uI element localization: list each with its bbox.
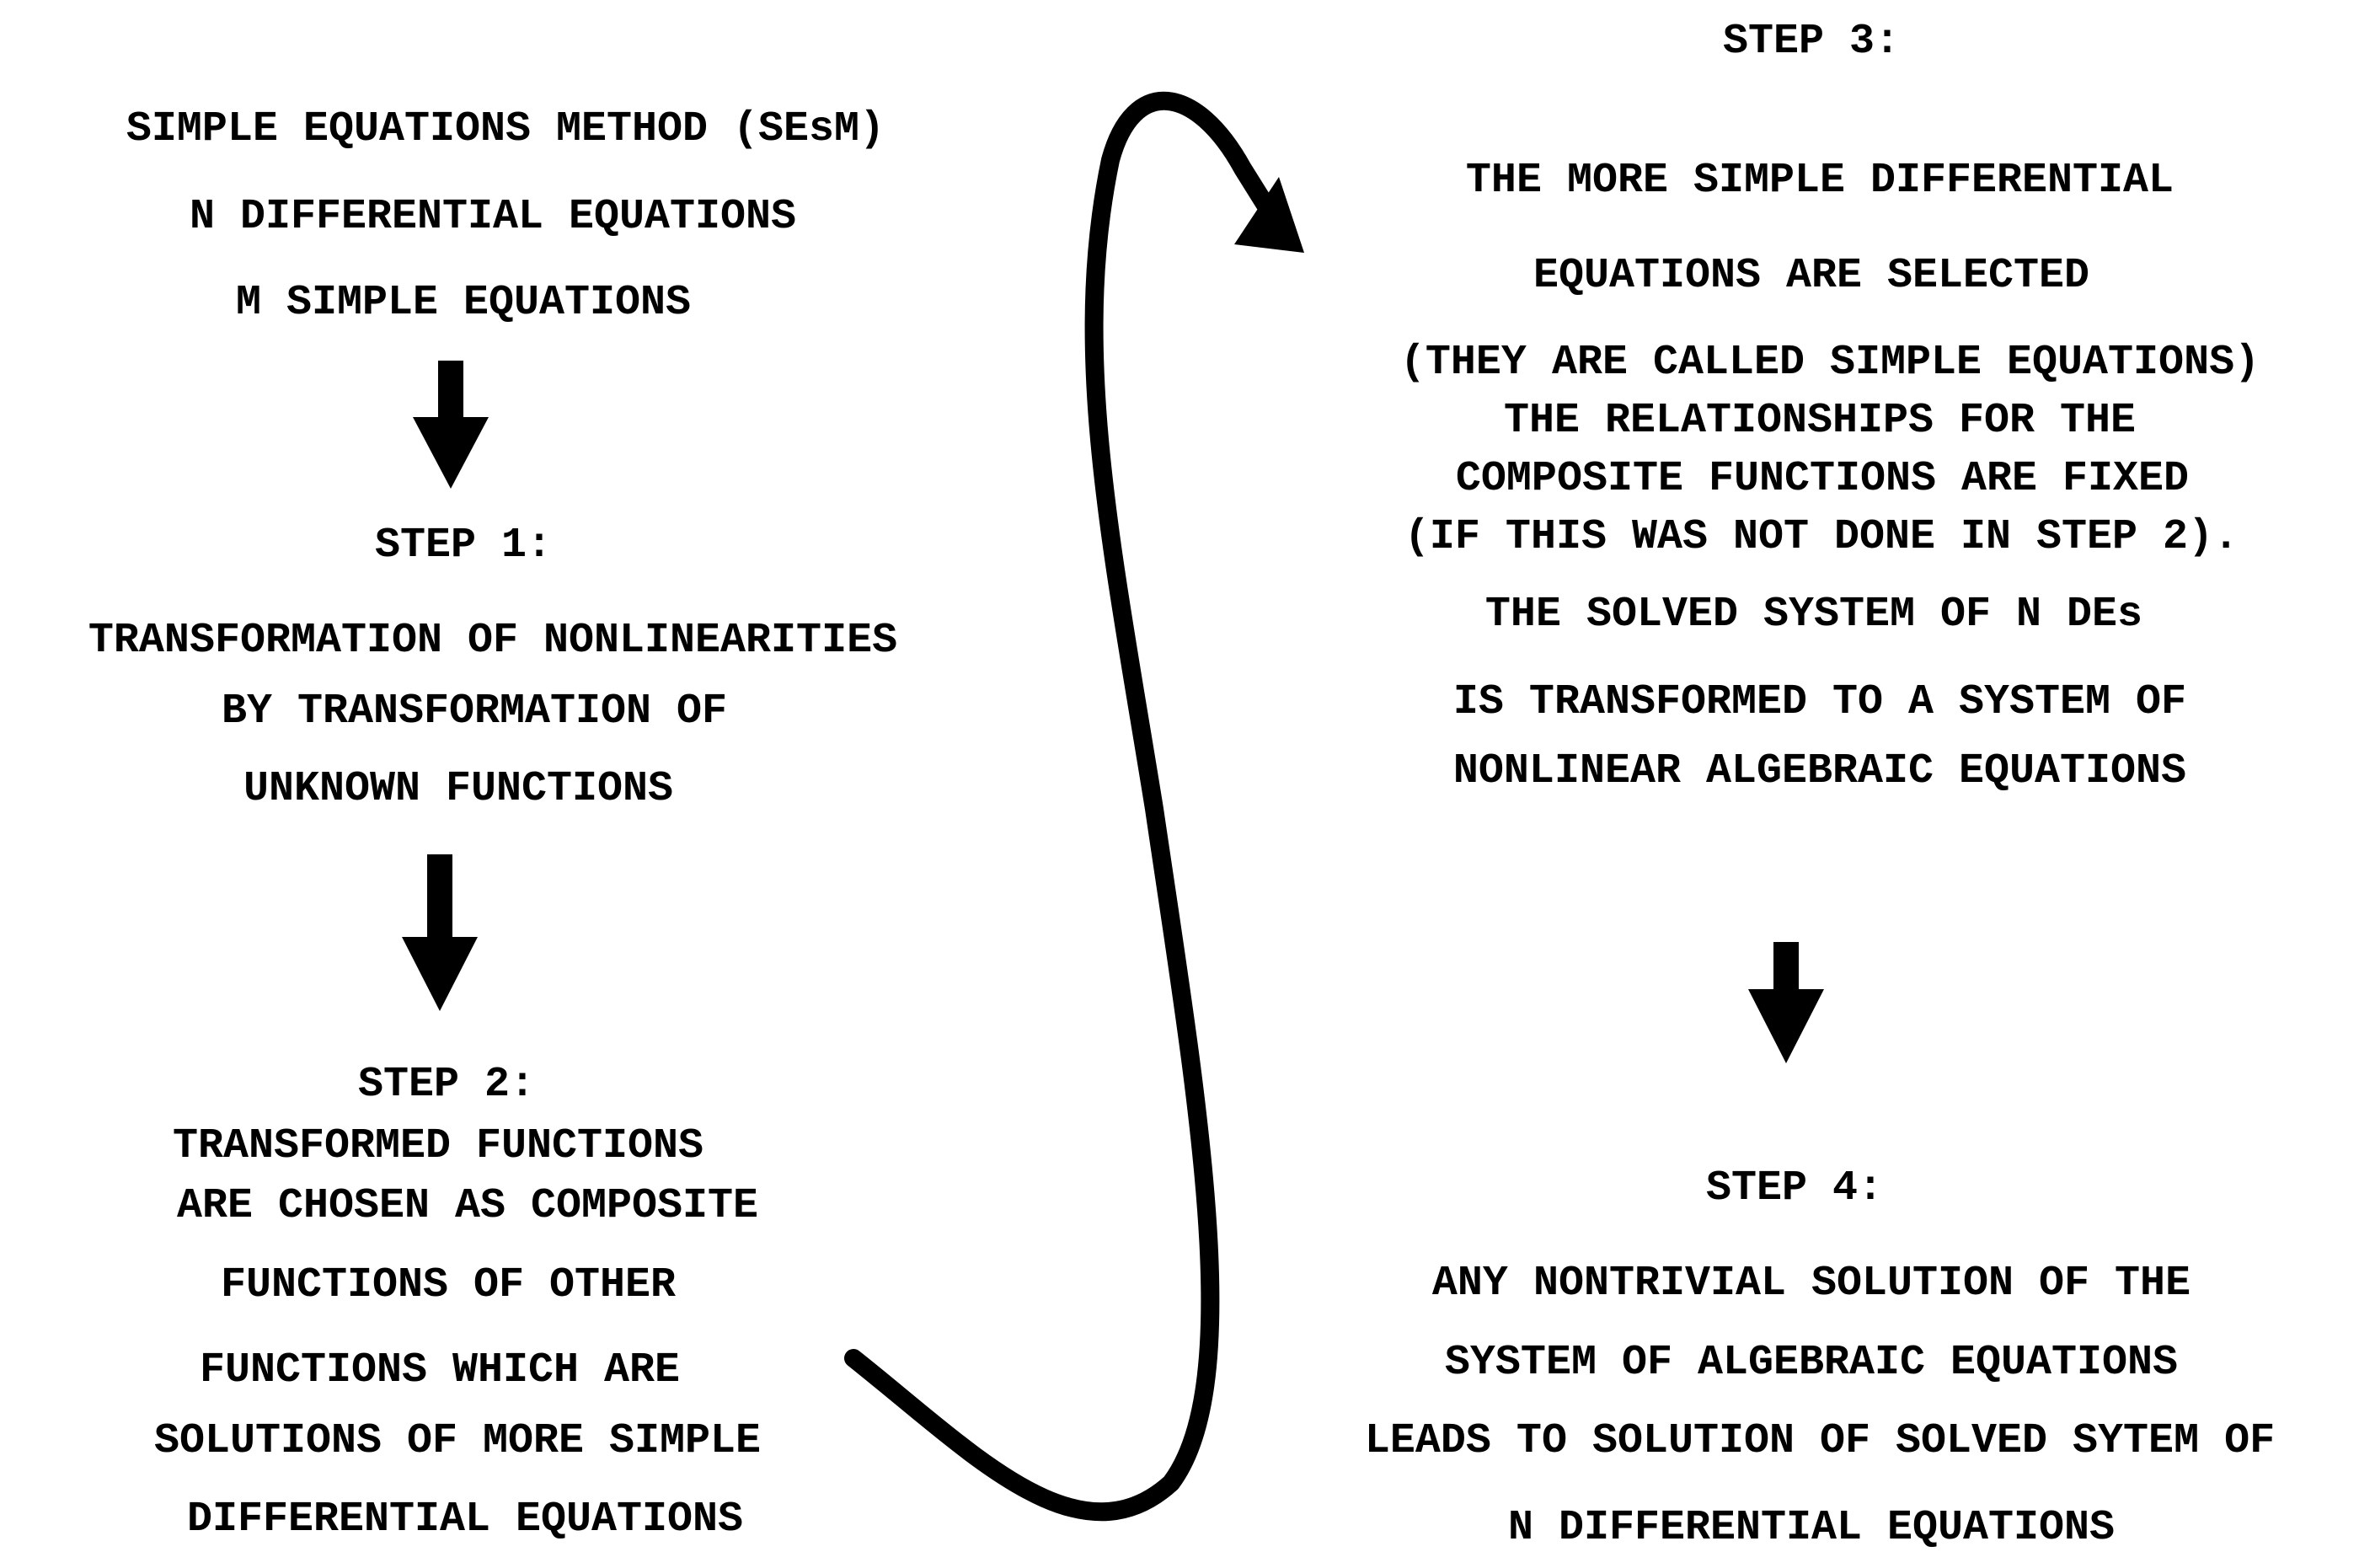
step3-line-1: THE MORE SIMPLE DIFFERENTIAL [1465, 157, 2174, 205]
step3-line-7: THE SOLVED SYSTEM OF N DEs [1484, 591, 2143, 639]
step2-line-5: SOLUTIONS OF MORE SIMPLE [153, 1417, 762, 1465]
intro-line-3: M SIMPLE EQUATIONS [235, 279, 692, 327]
intro-line-1: SIMPLE EQUATIONS METHOD (SEsM) [126, 105, 885, 153]
step3-heading: STEP 3: [1722, 18, 1901, 66]
arrow-step2-to-step3 [853, 101, 1304, 1512]
arrow-step1-to-step2 [402, 854, 478, 1011]
step2-line-6: DIFFERENTIAL EQUATIONS [186, 1496, 744, 1544]
step2-line-2: ARE CHOSEN AS COMPOSITE [176, 1182, 759, 1230]
step2-heading: STEP 2: [357, 1061, 536, 1109]
step1-heading: STEP 1: [374, 522, 553, 570]
step4-line-1: ANY NONTRIVIAL SOLUTION OF THE [1431, 1260, 2191, 1308]
step3-line-9: NONLINEAR ALGEBRAIC EQUATIONS [1452, 747, 2187, 795]
step3-line-8: IS TRANSFORMED TO A SYSTEM OF [1452, 678, 2187, 726]
step2-line-1: TRANSFORMED FUNCTIONS [172, 1122, 704, 1170]
step2-line-4: FUNCTIONS WHICH ARE [199, 1346, 681, 1394]
step3-line-6: (IF THIS WAS NOT DONE IN STEP 2). [1404, 513, 2239, 561]
step3-line-5: COMPOSITE FUNCTIONS ARE FIXED [1455, 455, 2190, 503]
step4-line-3: LEADS TO SOLUTION OF SOLVED SYTEM OF [1364, 1417, 2276, 1465]
step2-line-3: FUNCTIONS OF OTHER [220, 1261, 677, 1309]
step4-heading: STEP 4: [1705, 1164, 1884, 1212]
step4-line-4: N DIFFERENTIAL EQUATIONS [1507, 1504, 2116, 1552]
intro-line-2: N DIFFERENTIAL EQUATIONS [189, 193, 797, 241]
step3-line-2: EQUATIONS ARE SELECTED [1533, 252, 2090, 300]
step1-line-3: UNKNOWN FUNCTIONS [243, 765, 674, 813]
step1-line-2: BY TRANSFORMATION OF [221, 688, 728, 736]
arrow-step3-to-step4 [1748, 942, 1824, 1063]
step3-line-3: (THEY ARE CALLED SIMPLE EQUATIONS) [1399, 339, 2260, 387]
step3-line-4: THE RELATIONSHIPS FOR THE [1503, 397, 2137, 445]
arrow-intro-to-step1 [413, 361, 489, 489]
step4-line-2: SYSTEM OF ALGEBRAIC EQUATIONS [1444, 1339, 2179, 1387]
step1-line-1: TRANSFORMATION OF NONLINEARITIES [88, 617, 898, 665]
